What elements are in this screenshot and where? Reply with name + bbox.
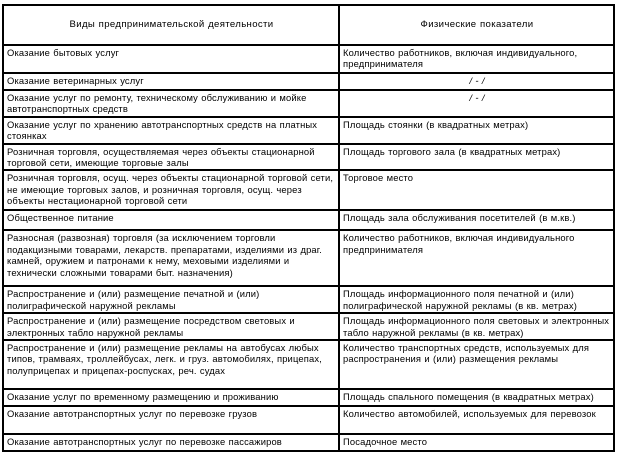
table-row: [3, 210, 614, 230]
table-body: [3, 45, 614, 451]
cell-indicator: Количество транспортных средств, используемых для распространения и (или) размещения рекламы: [339, 340, 614, 389]
cell-indicator: Площадь информационного поля печатной и (или) полиграфической наружной рекламы (в кв. метрах): [339, 286, 614, 313]
business-activity-indicator-table: [2, 4, 615, 452]
cell-activity: Оказание бытовых услуг: [3, 45, 339, 73]
column-header-indicator: Физические показатели: [339, 5, 614, 45]
cell-activity: Общественное питание: [3, 210, 339, 230]
cell-indicator: Площадь спального помещения (в квадратных метрах): [339, 389, 614, 406]
column-header-activity: Виды предпринимательской деятельности: [3, 5, 339, 45]
cell-indicator: Площадь торгового зала (в квадратных метрах): [339, 144, 614, 171]
cell-activity: Распространение и (или) размещение посредством световых и электронных табло наружной рекламы: [3, 313, 339, 340]
cell-activity: Розничная торговля, осущ. через объекты стационарной торговой сети, не имеющие торговых залов, и розничная торговля, осущ. через объекты нестационарной торговой сети: [3, 170, 339, 210]
cell-activity: Оказание ветеринарных услуг: [3, 73, 339, 90]
table-header-row: [3, 5, 614, 45]
table-row: [3, 340, 614, 389]
table-row: [3, 144, 614, 171]
cell-activity: Оказание услуг по временному размещению и проживанию: [3, 389, 339, 406]
cell-indicator: Количество работников, включая индивидуального предпринимателя: [339, 230, 614, 286]
cell-indicator: Площадь информационного поля световых и электронных табло наружной рекламы (в кв. метрах): [339, 313, 614, 340]
table-row: [3, 45, 614, 73]
cell-activity: Разносная (развозная) торговля (за исключением торговли подакцизными товарами, лекарств. препаратами, изделиями из драг. камней, оружием и патронами к нему, меховыми изделиями и технически сложными товарами быт. назначения): [3, 230, 339, 286]
table-row: [3, 286, 614, 313]
table-row: [3, 73, 614, 90]
cell-indicator: Количество автомобилей, используемых для перевозок: [339, 406, 614, 434]
cell-indicator: Количество работников, включая индивидуального, предпринимателя: [339, 45, 614, 73]
table-row: [3, 117, 614, 144]
table-row: [3, 313, 614, 340]
table-header: [3, 5, 614, 45]
table-row: [3, 389, 614, 406]
cell-activity: Оказание услуг по хранению автотранспортных средств на платных стоянках: [3, 117, 339, 144]
cell-activity: Оказание автотранспортных услуг по перевозке пассажиров: [3, 434, 339, 451]
table-row: [3, 230, 614, 286]
table-row: [3, 406, 614, 434]
table-row: [3, 90, 614, 117]
cell-activity: Розничная торговля, осуществляемая через объекты стационарной торговой сети, имеющие торговые залы: [3, 144, 339, 171]
table-row: [3, 434, 614, 451]
cell-indicator: / - /: [339, 73, 614, 90]
table-row: [3, 170, 614, 210]
cell-indicator: / - /: [339, 90, 614, 117]
cell-indicator: Площадь стоянки (в квадратных метрах): [339, 117, 614, 144]
cell-activity: Оказание услуг по ремонту, техническому обслуживанию и мойке автотранспортных средств: [3, 90, 339, 117]
cell-activity: Распространение и (или) размещение печатной и (или) полиграфической наружной рекламы: [3, 286, 339, 313]
cell-activity: Распространение и (или) размещение рекламы на автобусах любых типов, трамваях, троллейбусах, легк. и груз. автомобилях, прицепах, полуприцепах и прицепах-роспусках, реч. судах: [3, 340, 339, 389]
cell-indicator: Посадочное место: [339, 434, 614, 451]
cell-indicator: Площадь зала обслуживания посетителей (в м.кв.): [339, 210, 614, 230]
cell-indicator: Торговое место: [339, 170, 614, 210]
cell-activity: Оказание автотранспортных услуг по перевозке грузов: [3, 406, 339, 434]
